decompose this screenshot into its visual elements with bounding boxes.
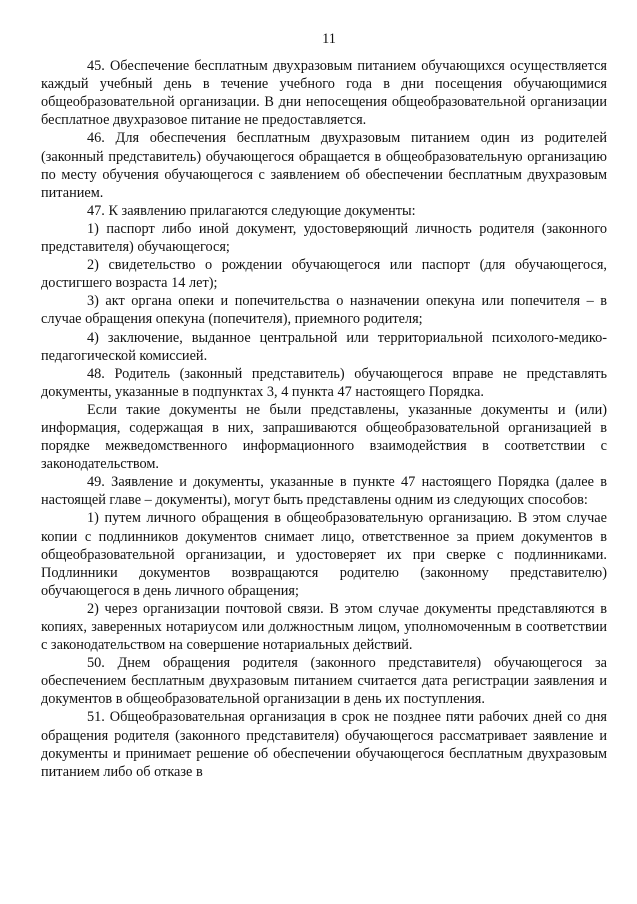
paragraph-45: 45. Обеспечение бесплатным двухразовым питанием обучающихся осуществляется каждый учебный день в течение учебного года в дни посещения обучающимися общеобразовательной организации. В дни непосещения общеобразовательной организации бесплатное двухразовое питание не предоставляется.: [41, 58, 607, 129]
paragraph-49: 49. Заявление и документы, указанные в пункте 47 настоящего Порядка (далее в настоящей главе – документы), могут быть представлены одним из следующих способов:: [41, 474, 607, 509]
paragraph-48: 48. Родитель (законный представитель) обучающегося вправе не представлять документы, указанные в подпунктах 3, 4 пункта 47 настоящего Порядка.: [41, 365, 607, 400]
paragraph-47-item-3: 3) акт органа опеки и попечительства о назначении опекуна или попечителя – в случае обращения опекуна (попечителя), приемного родителя;: [41, 293, 607, 328]
paragraph-47: 47. К заявлению прилагаются следующие документы:: [87, 202, 416, 219]
paragraph-51: 51. Общеобразовательная организация в срок не позднее пяти рабочих дней со дня обращения родителя (законного представителя) обучающегося рассматривает заявление и документы и принимает решение об обеспечении обучающегося бесплатным двухразовым питанием либо об отказе в: [41, 709, 607, 780]
page-number: 11: [322, 31, 336, 47]
paragraph-48-continued: Если такие документы не были представлены, указанные документы и (или) информация, содержащая в них, запрашиваются общеобразовательной организацией в порядке межведомственного информационного взаимодействия в соответствии с законодательством.: [41, 401, 607, 473]
paragraph-46: 46. Для обеспечения бесплатным двухразовым питанием один из родителей (законный представитель) обучающегося обращается в общеобразовательную организацию по месту обучения обучающегося с заявлением об обеспечении бесплатным двухразовым питанием.: [41, 130, 607, 201]
paragraph-47-item-1: 1) паспорт либо иной документ, удостоверяющий личность родителя (законного представителя) обучающегося;: [41, 220, 607, 256]
paragraph-49-item-2: 2) через организации почтовой связи. В этом случае документы представляются в копиях, заверенных нотариусом или должностным лицом, уполномоченным в соответствии с законодательством на совершение нотариальных действий.: [41, 600, 607, 654]
paragraph-47-item-4: 4) заключение, выданное центральной или территориальной психолого-медико-педагогической комиссией.: [41, 329, 607, 364]
paragraph-50: 50. Днем обращения родителя (законного представителя) обучающегося за обеспечением бесплатным двухразовым питанием считается дата регистрации заявления и документов в общеобразовательной организации в день их поступления.: [41, 655, 607, 708]
paragraph-47-item-2: 2) свидетельство о рождении обучающегося или паспорт (для обучающегося, достигшего возраста 14 лет);: [41, 257, 607, 292]
paragraph-49-item-1: 1) путем личного обращения в общеобразовательную организацию. В этом случае копии с подлинников документов снимает лицо, ответственное за прием документов в общеобразовательной организации, и удостоверяет их при сверке с подлинниками. Подлинники документов возвращаются родителю (законному представителю) обучающегося в день личного обращения;: [41, 510, 607, 599]
